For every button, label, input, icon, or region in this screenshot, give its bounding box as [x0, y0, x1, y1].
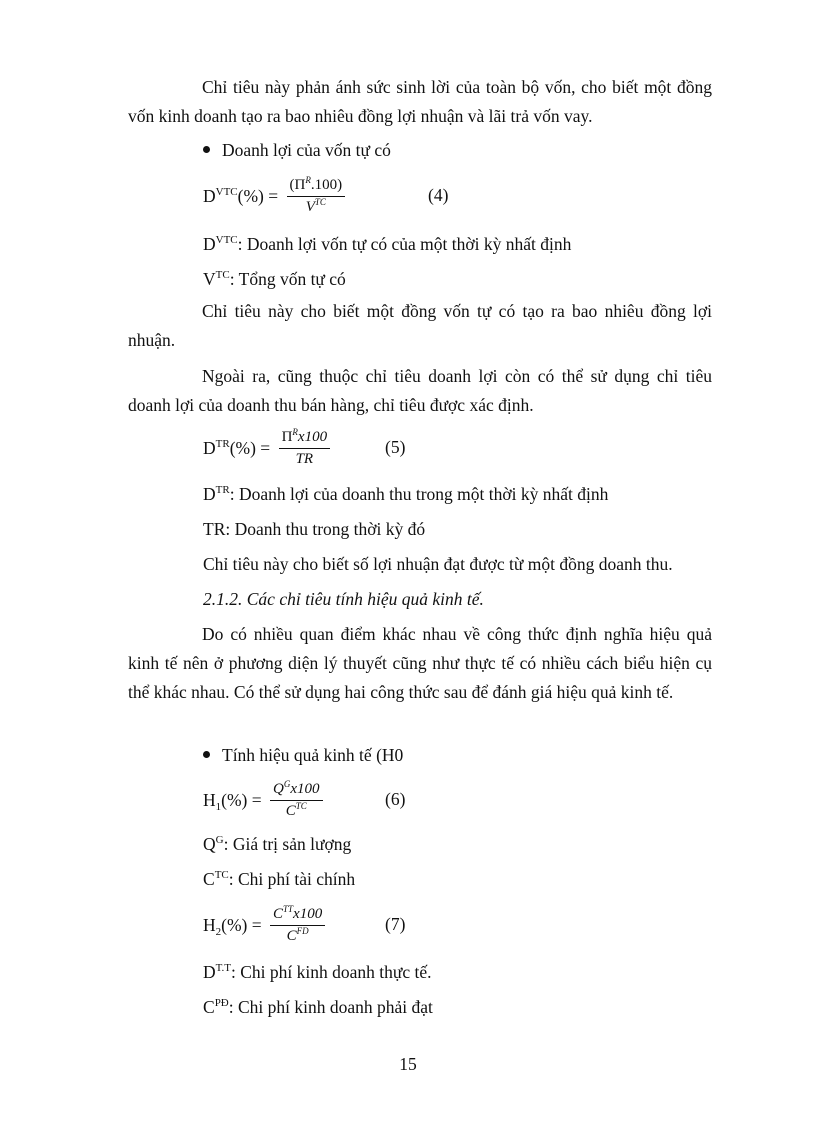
fraction: $\frac{C^{TT}x100}{C^{FD}}$ [270, 905, 325, 946]
paragraph-efficiency-intro: Do có nhiều quan điểm khác nhau về công thức định nghĩa hiệu quả kinh tế nên ở phương diện lý thuyết cũng như thực tế có nhiều cách biểu hiện cụ thể khác nhau. Có thể sử dụng hai công thức sau để đánh giá hiệu quả kinh tế. [128, 624, 712, 702]
definition-vtc: $V^{TC}$: Tổng vốn tự có [203, 269, 346, 289]
definition-dtt: $D^{T.T}$: Chi phí kinh doanh thực tế. [203, 962, 432, 982]
bullet-equity-return: Doanh lợi của vốn tự có [203, 138, 391, 162]
formula-7: $H_2(\%)$ = $\frac{C^{TT}x100}{C^{FD}}$ [203, 905, 325, 946]
page-number: 15 [399, 1054, 417, 1074]
paragraph-revenue-intro: Ngoài ra, cũng thuộc chỉ tiêu doanh lợi còn có thể sử dụng chỉ tiêu doanh lợi của doanh thu bán hàng, chỉ tiêu được xác định. [128, 366, 712, 415]
bullet-dot-icon [203, 146, 210, 153]
equation-number: (6) [385, 789, 406, 809]
fraction: $\frac{\Pi^Rx100}{TR}$ [279, 428, 331, 468]
equation-number: (7) [385, 914, 406, 934]
bullet-dot-icon [203, 751, 210, 758]
definition-dtr: $D^{TR}$: Doanh lợi của doanh thu trong một thời kỳ nhất định [203, 484, 609, 504]
formula-4: $D^{VTC}(\%)$ = $\frac{(\Pi^R.100)}{V^{TC}}$ [203, 176, 345, 217]
equation-number: (5) [385, 437, 406, 457]
definition-tr: TR: Doanh thu trong thời kỳ đó [203, 519, 426, 539]
paragraph-revenue-meaning: Chỉ tiêu này cho biết số lợi nhuận đạt được từ một đồng doanh thu. [203, 554, 673, 574]
paragraph-equity-meaning: Chỉ tiêu này cho biết một đồng vốn tự có tạo ra bao nhiêu đồng lợi nhuận. [128, 301, 712, 350]
definition-cpd: $C^{PĐ}$: Chi phí kinh doanh phải đạt [203, 997, 433, 1017]
definition-qg: $Q^G$: Giá trị sản lượng [203, 834, 352, 854]
definition-dvtc: $D^{VTC}$: Doanh lợi vốn tự có của một thời kỳ nhất định [203, 234, 572, 254]
formula-6: $H_1(\%)$ = $\frac{Q^Gx100}{C^{TC}}$ [203, 780, 323, 821]
fraction: $\frac{Q^Gx100}{C^{TC}}$ [270, 780, 323, 821]
equation-number: (4) [428, 185, 449, 205]
fraction: $\frac{(\Pi^R.100)}{V^{TC}}$ [287, 176, 346, 217]
paragraph-capital-return: Chỉ tiêu này phản ánh sức sinh lời của toàn bộ vốn, cho biết một đồng vốn kinh doanh tạo ra bao nhiêu đồng lợi nhuận và lãi trả vốn vay. [128, 77, 712, 126]
definition-ctc: $C^{TC}$: Chi phí tài chính [203, 869, 356, 889]
section-heading: 2.1.2. Các chỉ tiêu tính hiệu quả kinh tế. [203, 589, 484, 609]
bullet-efficiency: Tính hiệu quả kinh tế (H0 [203, 743, 403, 767]
formula-5: $D^{TR}(\%)$ = $\frac{\Pi^Rx100}{TR}$ [203, 428, 330, 468]
